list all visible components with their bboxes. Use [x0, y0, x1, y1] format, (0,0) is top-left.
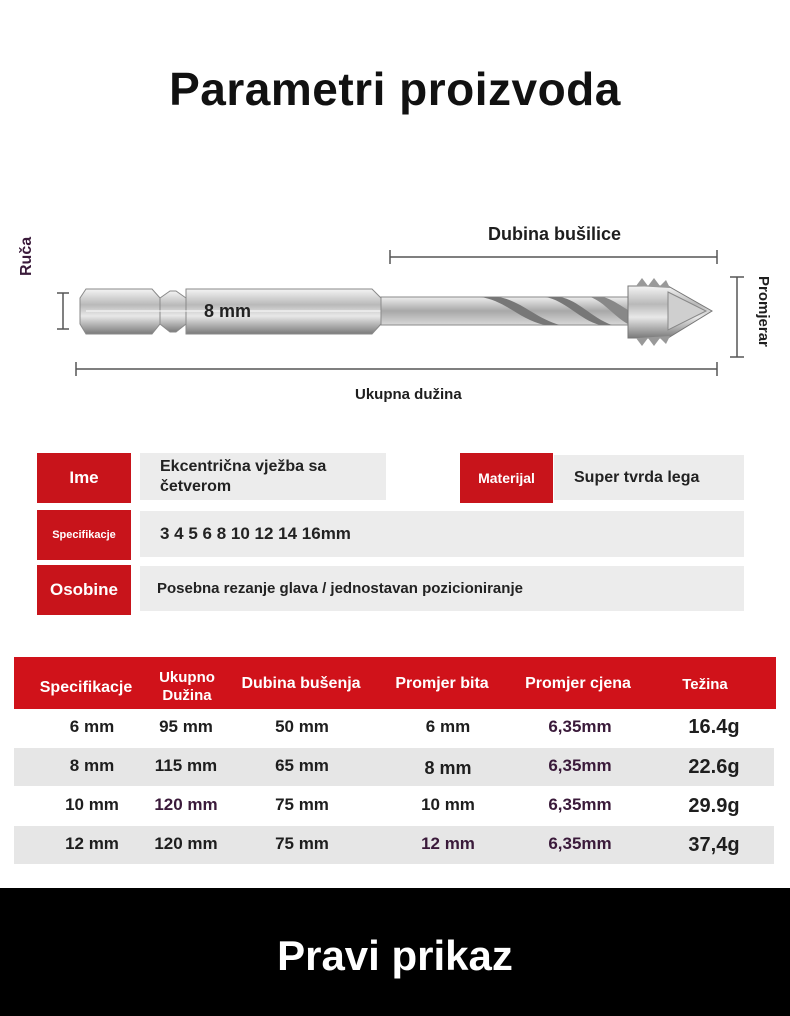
row-total-length: 120 mm — [154, 795, 218, 814]
row-bit-diameter: 6 mm — [425, 717, 471, 736]
total-length-label: Ukupna dužina — [355, 386, 462, 403]
drill-bit-diagram — [0, 0, 790, 420]
row-shank-diameter: 6,35mm — [548, 834, 612, 853]
depth-label: Dubina bušilice — [488, 224, 622, 244]
row-shank-diameter: 6,35mm — [548, 756, 612, 775]
material-value: Super tvrda lega — [554, 455, 744, 500]
header-depth: Dubina bušenja — [241, 675, 361, 692]
row-spec: 10 mm — [65, 795, 119, 814]
total-length-dimension-line — [76, 362, 717, 376]
diameter-label: Promjerar — [755, 276, 772, 347]
row-depth: 75 mm — [275, 834, 329, 853]
features-label: Osobine — [37, 565, 131, 615]
shank-size-label: 8 mm — [204, 301, 252, 321]
row-total-length: 95 mm — [159, 717, 213, 736]
spec-label: Specifikacje — [37, 510, 131, 560]
row-weight: 22.6g — [688, 756, 740, 778]
row-bit-diameter: 12 mm — [421, 834, 475, 853]
drill-shaft — [381, 297, 631, 325]
depth-dimension-line — [390, 250, 717, 264]
row-weight: 16.4g — [688, 716, 740, 738]
row-depth: 75 mm — [275, 795, 329, 814]
header-spec: Specifikacje — [39, 679, 133, 696]
material-label: Materijal — [460, 453, 553, 503]
row-spec: 8 mm — [69, 756, 115, 775]
row-weight: 29.9g — [688, 795, 740, 817]
diameter-dimension-line — [730, 277, 744, 357]
header-weight: Težina — [682, 676, 728, 693]
name-value: Ekcentrična vježba sa četverom — [140, 453, 386, 500]
drill-cutting-head — [628, 278, 712, 346]
footer-title: Pravi prikaz — [277, 932, 513, 979]
header-shank-diameter: Promjer cjena — [525, 675, 631, 692]
handle-dimension-line — [57, 293, 69, 329]
name-label: Ime — [37, 453, 131, 503]
row-bit-diameter: 8 mm — [424, 758, 472, 778]
row-total-length: 120 mm — [154, 834, 218, 853]
row-spec: 6 mm — [69, 717, 115, 736]
row-shank-diameter: 6,35mm — [548, 717, 612, 736]
row-total-length: 115 mm — [154, 756, 218, 775]
row-spec: 12 mm — [65, 834, 119, 853]
header-total-length: Ukupno Dužina — [159, 669, 215, 704]
row-bit-diameter: 10 mm — [421, 795, 475, 814]
handle-label: Ruča — [18, 236, 35, 276]
row-weight: 37,4g — [688, 834, 740, 856]
features-value: Posebna rezanje glava / jednostavan pozicioniranje — [140, 566, 744, 611]
row-shank-diameter: 6,35mm — [548, 795, 612, 814]
page-title: Parametri proizvoda — [169, 63, 621, 115]
row-depth: 50 mm — [275, 717, 329, 736]
spec-value: 3 4 5 6 8 10 12 14 16mm — [140, 511, 744, 557]
row-depth: 65 mm — [275, 756, 329, 775]
header-bit-diameter: Promjer bita — [395, 675, 489, 692]
